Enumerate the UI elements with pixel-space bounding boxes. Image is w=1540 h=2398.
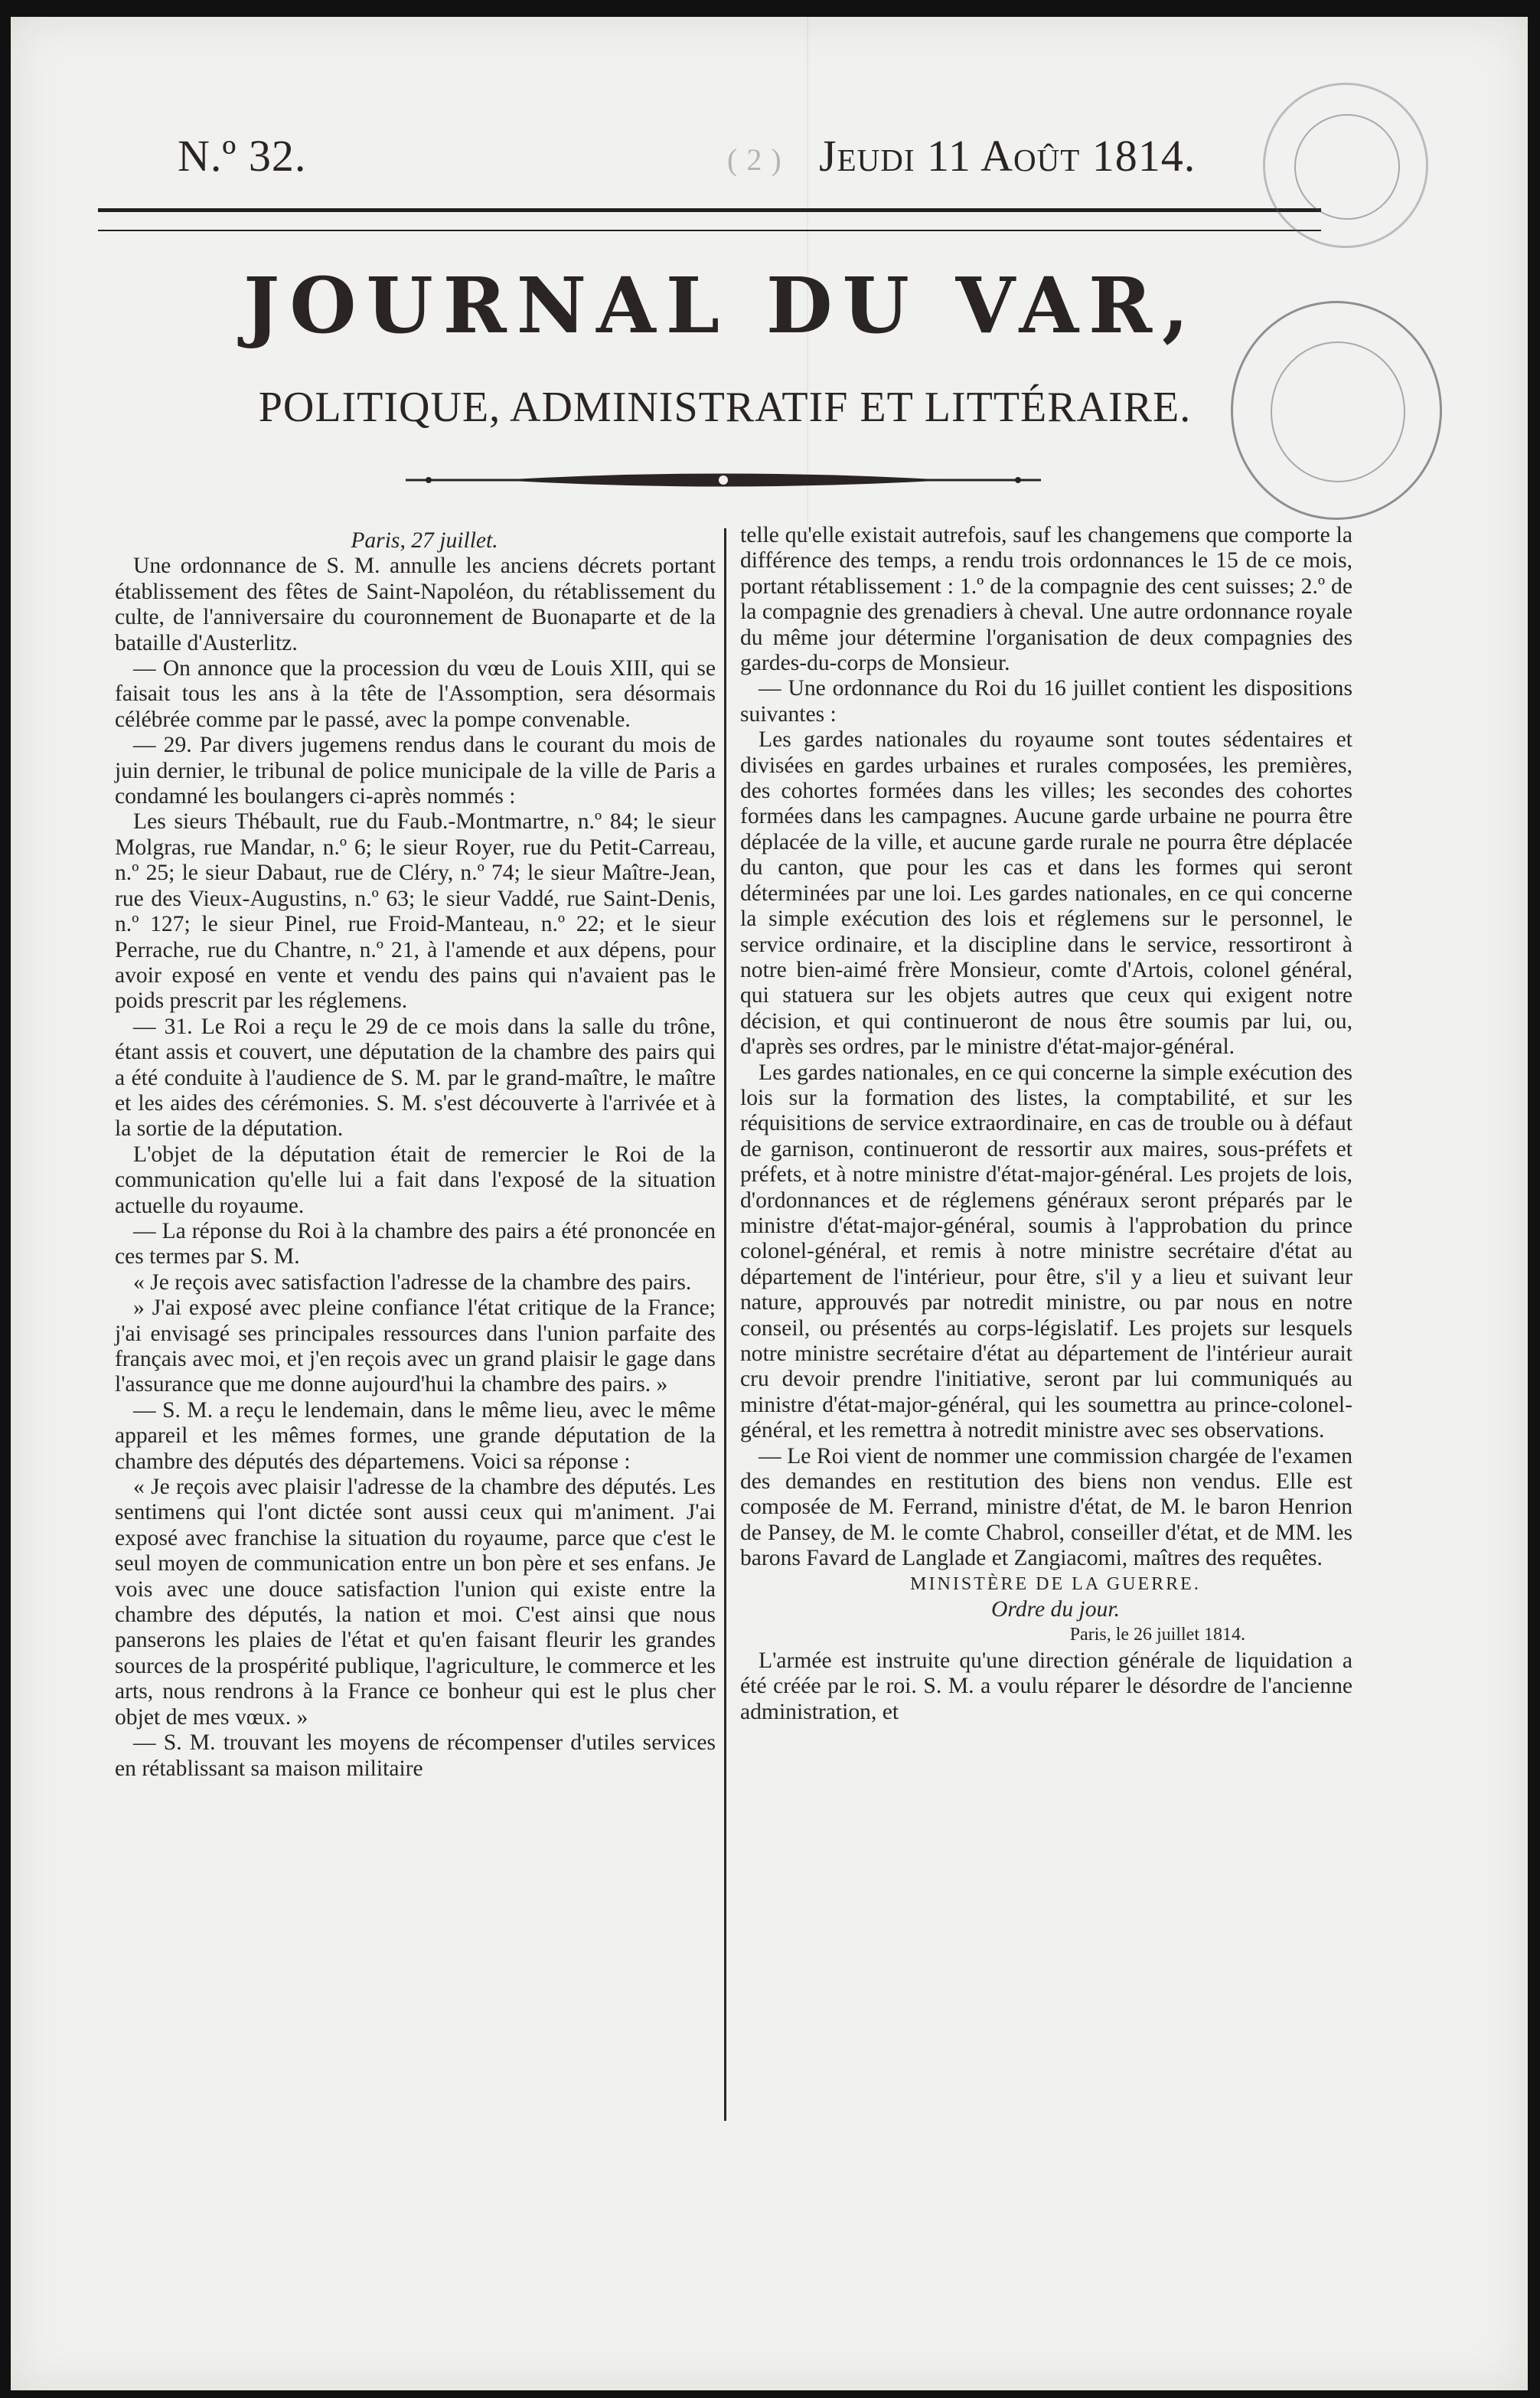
column-divider xyxy=(724,528,726,2121)
header-rule-thick xyxy=(98,208,1321,212)
article-paragraph: — 29. Par divers jugemens rendus dans le courant du mois de juin dernier, le tribunal de police municipale de la ville de Paris a condamné les boulangers ci-après nommés : xyxy=(115,733,716,809)
article-paragraph: — S. M. a reçu le lendemain, dans le même lieu, avec le même appareil et les mêmes formes, une grande députation de la chambre des députés des départemens. Voici sa réponse : xyxy=(115,1397,716,1474)
archive-stamp-seal xyxy=(1263,83,1428,248)
right-column-paragraphs-end xyxy=(740,1648,1352,1725)
article-paragraph: » J'ai exposé avec pleine confiance l'état critique de la France; j'ai envisagé ses principales ressources dans l'union parfaite des français avec moi, et j'en reçois avec un grand plaisir le gage dans l'assurance que me donne aujourd'hui la chambre des pairs. » xyxy=(115,1295,716,1397)
masthead-subtitle: POLITIQUE, ADMINISTRATIF ET LITTÉRAIRE. xyxy=(258,384,1192,431)
article-paragraph: — 31. Le Roi a reçu le 29 de ce mois dans la salle du trône, étant assis et couvert, une députation de la chambre des pairs qui a été conduite à l'audience de S. M. par le grand-maître, le maître et les aides des cérémonies. S. M. s'est découverte à l'arrivée et à la sortie de la députation. xyxy=(115,1014,716,1142)
ministry-heading: MINISTÈRE DE LA GUERRE. xyxy=(910,1573,1201,1594)
article-paragraph: « Je reçois avec plaisir l'adresse de la chambre des députés. Les sentimens qui l'ont dictée sont aussi ceux qui m'animent. J'ai exposé avec franchise la situation du royaume, parce que c'est le seul moyen de communication entre un bon père et ses enfans. Je vois avec une douce satisfaction l'union qui existe entre la chambre des députés, la nation et moi. C'est ainsi que nous panserons les plaies de l'état et qu'en faisant fleurir les grandes sources de la prospérité publique, l'agriculture, le commerce et les arts, nous rendrons à la France ce bonheur qui est le plus cher objet de mes vœux. » xyxy=(115,1475,716,1730)
article-paragraph: — Le Roi vient de nommer une commission chargée de l'examen des demandes en restitution des biens non vendus. Elle est composée de M. Ferrand, ministre d'état, de M. le baron Henrion de Pansey, de M. le comte Chabrol, conseiller d'état, et de MM. les barons Favard de Langlade et Zangiacomi, maîtres des requêtes. xyxy=(740,1443,1352,1571)
issue-date: Jeudi 11 Août 1814. xyxy=(819,131,1196,181)
article-paragraph: — S. M. trouvant les moyens de récompenser d'utiles services en rétablissant sa maison militaire xyxy=(115,1730,716,1781)
left-column-paragraphs xyxy=(115,554,716,1782)
issue-number: N.º 32. xyxy=(178,131,307,181)
article-paragraph: L'armée est instruite qu'une direction générale de liquidation a été créée par le roi. S. M. a voulu réparer le désordre de l'ancienne administration, et xyxy=(740,1648,1352,1724)
article-paragraph: Les gardes nationales du royaume sont toutes sédentaires et divisées en gardes urbaines et rurales composées, les premières, des cohortes formées dans les villes; les secondes des cohortes formées dans les campagnes. Aucune garde urbaine ne pourra être déplacée de la ville, et aucune garde rurale ne pourra être déplacée du canton, que pour les cas et dans les formes qui seront déterminées par une loi. Les gardes nationales, en ce qui concerne la simple exécution des lois et réglemens sur le personnel, le service ordinaire, et la discipline dans le service, ressortiront à notre bien-aimé frère Monsieur, comte d'Artois, colonel général, qui statuera sur les objets autres que ceux qui exigent notre décision, et qui continueront de nous être soumis par lui, ou, d'après ses ordres, par le ministre d'état-major-général. xyxy=(740,727,1352,1060)
article-paragraph: L'objet de la députation était de remercier le Roi de la communication qu'elle lui a fait dans l'exposé de la situation actuelle du royaume. xyxy=(115,1142,716,1218)
right-column-paragraphs xyxy=(740,523,1352,1572)
right-column xyxy=(740,523,1352,1725)
order-dateline: Paris, le 26 juillet 1814. xyxy=(1069,1625,1245,1645)
dateline-paris: Paris, 27 juillet. xyxy=(351,528,498,553)
masthead-title: JOURNAL DU VAR, xyxy=(243,260,1199,351)
left-column xyxy=(115,528,716,1782)
ornamental-rule xyxy=(406,469,1041,492)
article-paragraph: telle qu'elle existait autrefois, sauf les changemens que comporte la différence des temps, a rendu trois ordonnances le 15 de ce mois, portant rétablissement : 1.º de la compagnie des cent suisses; 2.º de la compagnie des grenadiers à cheval. Une autre ordonnance royale du même jour détermine l'organisation de deux compagnies des gardes-du-corps de Monsieur. xyxy=(740,523,1352,676)
article-paragraph: Les gardes nationales, en ce qui concerne la simple exécution des lois sur la formation des listes, la comptabilité, et sur les réquisitions de service extraordinaire, en cas de trouble ou à défaut de garnison, continueront de ressortir aux maires, sous-préfets et préfets, et à notre ministre d'état-major-général. Les projets de lois, d'ordonnances et de réglemens généraux seront préparés par le ministre d'état-major-général, soumis à l'approbation du prince colonel-général, et remis à notre ministre secrétaire d'état au département de l'intérieur, pour être, s'il y a lieu et suivant leur nature, approuvés par notredit ministre, ou par nous en notre conseil, ou présentés au corps-législatif. Les projets sur lesquels notre ministre secrétaire d'état au département de l'intérieur aurait cru devoir prendre l'initiative, seront par lui communiqués au ministre d'état-major-général, qui les soumettra au prince-colonel-général, et les remettra à notredit ministre avec ses observations. xyxy=(740,1060,1352,1443)
article-paragraph: — La réponse du Roi à la chambre des pairs a été prononcée en ces termes par S. M. xyxy=(115,1218,716,1269)
article-paragraph: Une ordonnance de S. M. annulle les anciens décrets portant établissement des fêtes de Saint-Napoléon, du rétablissement du culte, de l'anniversaire du couronnement de Buonaparte et de la bataille d'Austerlitz. xyxy=(115,554,716,655)
header-rule-thin xyxy=(98,230,1321,231)
article-paragraph: — Une ordonnance du Roi du 16 juillet contient les dispositions suivantes : xyxy=(740,676,1352,727)
page-mark: ( 2 ) xyxy=(727,142,782,177)
article-paragraph: Les sieurs Thébault, rue du Faub.-Montmartre, n.º 84; le sieur Molgras, rue Mandar, n.º 6; le sieur Royer, rue du Petit-Carreau, n.º 25; le sieur Dabaut, rue de Cléry, n.º 74; le sieur Maître-Jean, rue des Vieux-Augustins, n.º 63; le sieur Vaddé, rue Saint-Denis, n.º 127; le sieur Pinel, rue Froid-Manteau, n.º 22; et le sieur Perrache, rue du Chantre, n.º 21, à l'amende et aux dépens, pour avoir exposé en vente et vendu des pains qui n'avaient pas le poids prescrit par les réglemens. xyxy=(115,809,716,1014)
article-paragraph: « Je reçois avec satisfaction l'adresse de la chambre des pairs. xyxy=(133,1269,692,1295)
order-of-day-heading: Ordre du jour. xyxy=(991,1597,1120,1622)
article-paragraph: — On annonce que la procession du vœu de Louis XIII, qui se faisait tous les ans à la tête de l'Assomption, sera désormais célébrée comme par le passé, avec la pompe convenable. xyxy=(115,656,716,732)
